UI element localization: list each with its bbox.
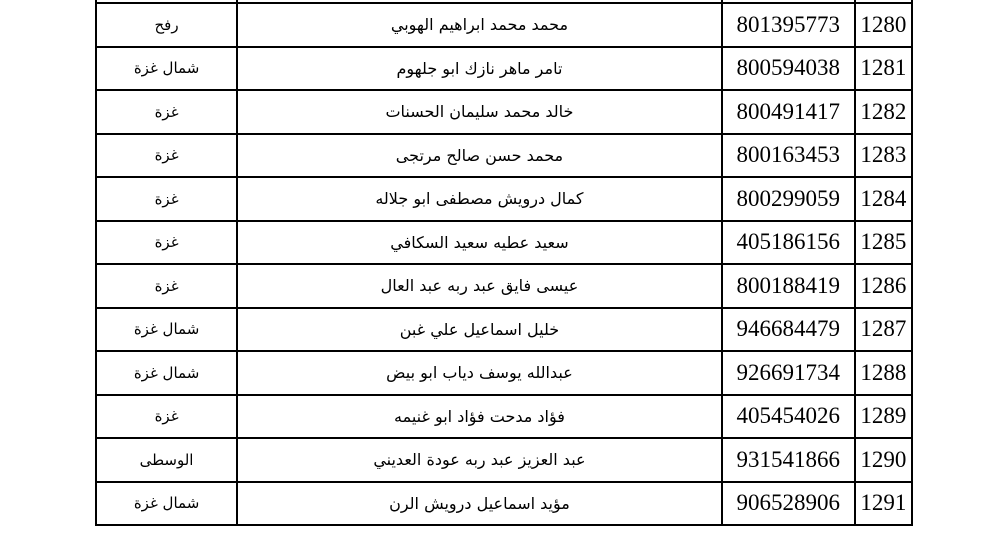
- id-number-cell: 800491417: [722, 90, 855, 134]
- serial-number-cell: 1287: [855, 308, 912, 352]
- id-number-cell: 906528906: [722, 482, 855, 526]
- records-table: [95, 0, 913, 526]
- serial-number-cell: 1291: [855, 482, 912, 526]
- table-row: [96, 134, 912, 178]
- table-row: [96, 3, 912, 47]
- serial-number-cell: 1283: [855, 134, 912, 178]
- table-row: [96, 482, 912, 526]
- region-cell: غزة: [96, 395, 237, 439]
- id-number-cell: 405454026: [722, 395, 855, 439]
- serial-number-cell: 1290: [855, 438, 912, 482]
- table-row: [96, 177, 912, 221]
- name-cell: تامر ماهر نازك ابو جلهوم: [237, 47, 722, 91]
- region-cell: غزة: [96, 177, 237, 221]
- id-number-cell: 800188419: [722, 264, 855, 308]
- serial-number-cell: 1288: [855, 351, 912, 395]
- name-cell: عبد العزيز عبد ربه عودة العديني: [237, 438, 722, 482]
- records-table-body: [96, 0, 912, 525]
- serial-number-cell: 1280: [855, 3, 912, 47]
- name-cell: محمد حسن صالح مرتجى: [237, 134, 722, 178]
- id-number-cell: 946684479: [722, 308, 855, 352]
- region-cell: غزة: [96, 90, 237, 134]
- region-cell: شمال غزة: [96, 47, 237, 91]
- table-row: [96, 438, 912, 482]
- region-cell: شمال غزة: [96, 482, 237, 526]
- table-row: [96, 264, 912, 308]
- table-row: [96, 308, 912, 352]
- serial-number-cell: 1286: [855, 264, 912, 308]
- name-cell: محمد محمد ابراهيم الهوبي: [237, 3, 722, 47]
- id-number-cell: 926691734: [722, 351, 855, 395]
- region-cell: الوسطى: [96, 438, 237, 482]
- table-row: [96, 47, 912, 91]
- name-cell: فؤاد مدحت فؤاد ابو غنيمه: [237, 395, 722, 439]
- table-row: [96, 395, 912, 439]
- name-cell: عبدالله يوسف دياب ابو بيض: [237, 351, 722, 395]
- region-cell: شمال غزة: [96, 308, 237, 352]
- name-cell: كمال درويش مصطفى ابو جلاله: [237, 177, 722, 221]
- id-number-cell: 931541866: [722, 438, 855, 482]
- name-cell: سعيد عطيه سعيد السكافي: [237, 221, 722, 265]
- table-row: [96, 90, 912, 134]
- region-cell: شمال غزة: [96, 351, 237, 395]
- id-number-cell: 800163453: [722, 134, 855, 178]
- id-number-cell: 801395773: [722, 3, 855, 47]
- id-number-cell: 800594038: [722, 47, 855, 91]
- serial-number-cell: 1289: [855, 395, 912, 439]
- serial-number-cell: 1284: [855, 177, 912, 221]
- name-cell: خالد محمد سليمان الحسنات: [237, 90, 722, 134]
- table-row: [96, 351, 912, 395]
- region-cell: رفح: [96, 3, 237, 47]
- region-cell: غزة: [96, 221, 237, 265]
- name-cell: خليل اسماعيل علي غبن: [237, 308, 722, 352]
- region-cell: غزة: [96, 264, 237, 308]
- id-number-cell: 405186156: [722, 221, 855, 265]
- serial-number-cell: 1282: [855, 90, 912, 134]
- serial-number-cell: 1285: [855, 221, 912, 265]
- id-number-cell: 800299059: [722, 177, 855, 221]
- table-row: [96, 221, 912, 265]
- name-cell: مؤيد اسماعيل درويش الرن: [237, 482, 722, 526]
- serial-number-cell: 1281: [855, 47, 912, 91]
- region-cell: غزة: [96, 134, 237, 178]
- name-cell: عيسى فايق عبد ربه عبد العال: [237, 264, 722, 308]
